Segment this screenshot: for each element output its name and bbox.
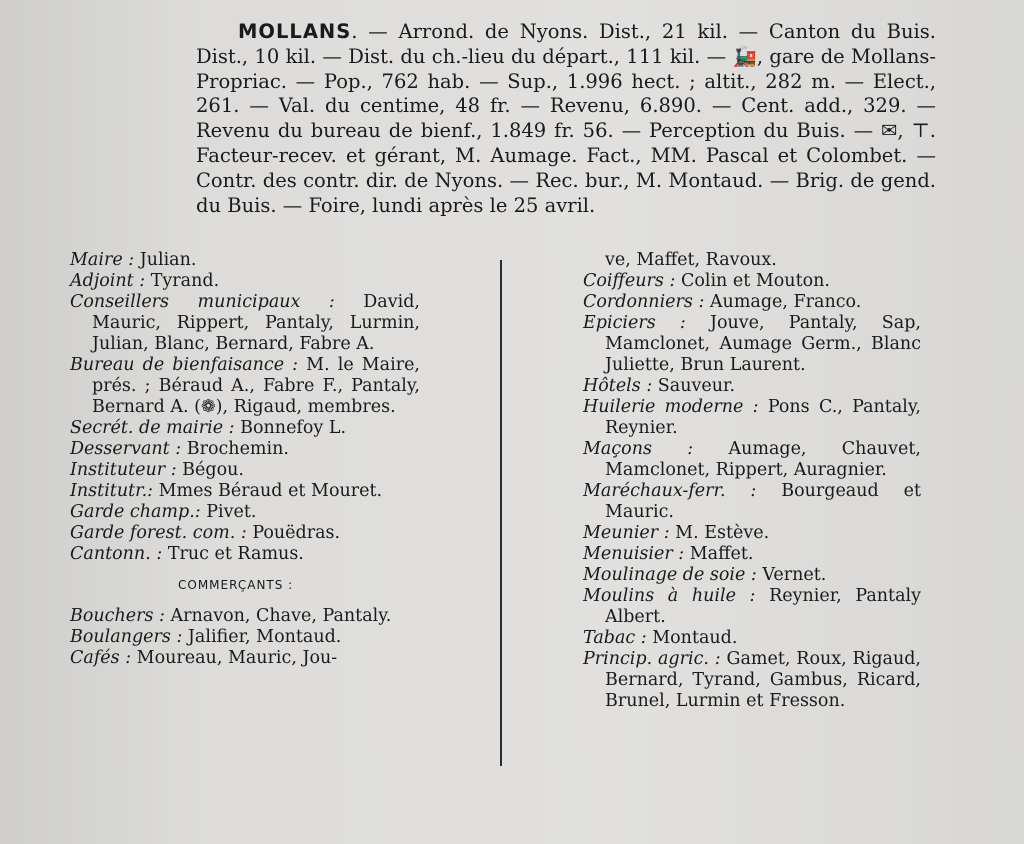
directory-entry [583, 649, 921, 712]
directory-entry [583, 271, 921, 292]
entry-separator: : [655, 313, 710, 333]
entry-separator: : [743, 397, 768, 417]
directory-entry [70, 271, 420, 292]
entry-label: Cordonniers [583, 292, 693, 312]
directory-entry [583, 292, 921, 313]
directory-entry [70, 418, 420, 439]
directory-entry [583, 544, 921, 565]
entry-text: Montaud. [652, 628, 738, 648]
officials-list [70, 250, 420, 565]
entry-text: David, Mauric, Rippert, Pantaly, Lurmin, Julian, Blanc, Bernard, Fabre A. [92, 292, 420, 354]
entry-separator: : [672, 544, 690, 564]
directory-entry [583, 565, 921, 586]
cafes-continuation: ve, Maffet, Ravoux. [605, 250, 777, 270]
commune-header [196, 20, 936, 218]
directory-entry [583, 439, 921, 481]
entry-separator: : [284, 355, 307, 375]
entry-separator: : [150, 544, 168, 564]
directory-entry [70, 606, 420, 627]
entry-text: Pivet. [206, 502, 257, 522]
entry-label: Maçons [583, 439, 652, 459]
entry-label: Meunier [583, 523, 659, 543]
entry-separator: : [169, 439, 187, 459]
entry-separator: : [692, 292, 710, 312]
entry-label: Princip. agric. [583, 649, 709, 669]
entry-separator: : [663, 271, 681, 291]
entry-separator: : [300, 292, 364, 312]
header-line2: 🚂, gare de Mollans-Propriac. — Pop., 762 hab. — Sup., 1.996 hect. ; altit., 282 m. — Elect., 261. — Val. du centime, 48 fr. — Revenu, 6.890. — Cent. add., 329. — Revenu du bureau de bienf., 1.849 fr. 56. — Perception du Buis. — ✉, ⊤. Facteur-recev. et gérant, M. Aumage. Fact., MM. Pascal et Colombet. — Contr. des contr. dir. de Nyons. — Rec. bur., M. Montaud. — Brig. de gend. du Buis. — Foire, lundi après le 25 avril. [196, 44, 936, 217]
entry-label: Tabac [583, 628, 636, 648]
entry-text: Aumage, Chauvet, Mamclonet, Rippert, Auragnier. [605, 439, 921, 480]
entry-label: Secrét. de mairie [70, 418, 224, 438]
entry-text: M. le Maire, prés. ; Béraud A., Fabre F., Pantaly, Bernard A. (❁), Rigaud, membres. [92, 355, 420, 417]
entry-label: Bouchers [70, 606, 154, 626]
entry-separator: : [745, 565, 763, 585]
directory-entry [70, 460, 420, 481]
entry-separator: : [223, 418, 241, 438]
entry-label: Garde champ. [70, 502, 195, 522]
column-divider [500, 260, 502, 766]
entry-text: Pouëdras. [252, 523, 341, 543]
entry-separator: : [147, 481, 159, 501]
entry-label: Bureau de bienfaisance [70, 355, 285, 375]
entry-label: Instituteur [70, 460, 166, 480]
entry-separator: : [708, 649, 727, 669]
directory-entry [583, 628, 921, 649]
entry-separator: : [119, 648, 137, 668]
entry-label: Maréchaux-ferr. [583, 481, 726, 501]
entry-separator: : [635, 628, 653, 648]
directory-entry [583, 313, 921, 376]
commerce-list-right [583, 271, 921, 712]
entry-separator: : [165, 460, 183, 480]
directory-entry [70, 544, 420, 565]
entry-separator: : [122, 250, 140, 270]
directory-entry [583, 376, 921, 397]
entry-label: Adjoint [70, 271, 134, 291]
entry-label: Coiffeurs [583, 271, 664, 291]
directory-entry [70, 523, 420, 544]
commerce-list-left [70, 606, 420, 669]
entry-text: Bourgeaud et Mauric. [605, 481, 921, 522]
left-column [70, 250, 420, 669]
entry-label: Moulins à huile [583, 586, 736, 606]
entry-text: Colin et Mouton. [680, 271, 830, 291]
entry-text: Jouve, Pantaly, Sap, Mamclonet, Aumage Germ., Blanc Juliette, Brun Laurent. [605, 313, 921, 375]
entry-label: Epiciers [583, 313, 656, 333]
entry-label: Huilerie moderne [583, 397, 744, 417]
entry-separator: : [651, 439, 729, 459]
entry-text: Aumage, Franco. [709, 292, 862, 312]
directory-entry [583, 586, 921, 628]
directory-entry [583, 523, 921, 544]
entry-label: Garde forest. com. [70, 523, 236, 543]
directory-entry [583, 481, 921, 523]
entry-separator: : [170, 627, 188, 647]
entry-separator: : [153, 606, 171, 626]
entry-separator: : [735, 586, 770, 606]
entry-text: Maffet. [689, 544, 754, 564]
entry-text: Bonnefoy L. [240, 418, 347, 438]
entry-text: Julian. [139, 250, 197, 270]
entry-label: Maire [70, 250, 123, 270]
entry-text: Moureau, Mauric, Jou- [136, 648, 338, 668]
entry-label: Boulangers [70, 627, 171, 647]
entry-text: Reynier, Pantaly Albert. [605, 586, 921, 627]
entry-text: Tyrand. [150, 271, 220, 291]
right-column [583, 250, 921, 712]
entry-label: Cantonn. [70, 544, 151, 564]
entry-text: Jalifier, Montaud. [187, 627, 342, 647]
entry-label: Desservant [70, 439, 170, 459]
entry-separator: : [658, 523, 676, 543]
entry-separator: : [235, 523, 253, 543]
entry-text: Arnavon, Chave, Pantaly. [170, 606, 392, 626]
entry-separator: : [133, 271, 151, 291]
directory-entry [70, 502, 420, 523]
commercants-heading: COMMERÇANTS : [178, 578, 294, 592]
entry-text: Gamet, Roux, Rigaud, Bernard, Tyrand, Gambus, Ricard, Brunel, Lurmin et Fresson. [605, 649, 921, 711]
directory-entry [70, 355, 420, 418]
directory-entry [70, 627, 420, 648]
directory-entry [70, 250, 420, 271]
entry-label: Institutr. [70, 481, 148, 501]
directory-entry [583, 397, 921, 439]
entry-text: Brochemin. [186, 439, 289, 459]
entry-text: Truc et Ramus. [167, 544, 304, 564]
entry-label: Moulinage de soie [583, 565, 746, 585]
header-line1: . — Arrond. de Nyons. Dist., 21 kil. — Canton du Buis. Dist., 10 kil. — Dist. du ch.-lieu du départ., 111 kil. — [196, 20, 936, 68]
directory-entry [70, 648, 420, 669]
entry-text: Pons C., Pantaly, Reynier. [605, 397, 921, 438]
entry-separator: : [194, 502, 207, 522]
entry-text: Bégou. [182, 460, 244, 480]
directory-entry [70, 292, 420, 355]
entry-label: Hôtels [583, 376, 641, 396]
entry-text: Sauveur. [657, 376, 736, 396]
entry-text: Mmes Béraud et Mouret. [158, 481, 383, 501]
directory-entry [70, 439, 420, 460]
entry-separator: : [725, 481, 782, 501]
entry-separator: : [640, 376, 658, 396]
entry-text: Vernet. [762, 565, 827, 585]
entry-label: Conseillers municipaux [70, 292, 301, 312]
commune-name: MOLLANS [238, 20, 352, 43]
entry-label: Cafés [70, 648, 120, 668]
entry-text: M. Estève. [675, 523, 770, 543]
entry-label: Menuisier [583, 544, 673, 564]
directory-entry [70, 481, 420, 502]
